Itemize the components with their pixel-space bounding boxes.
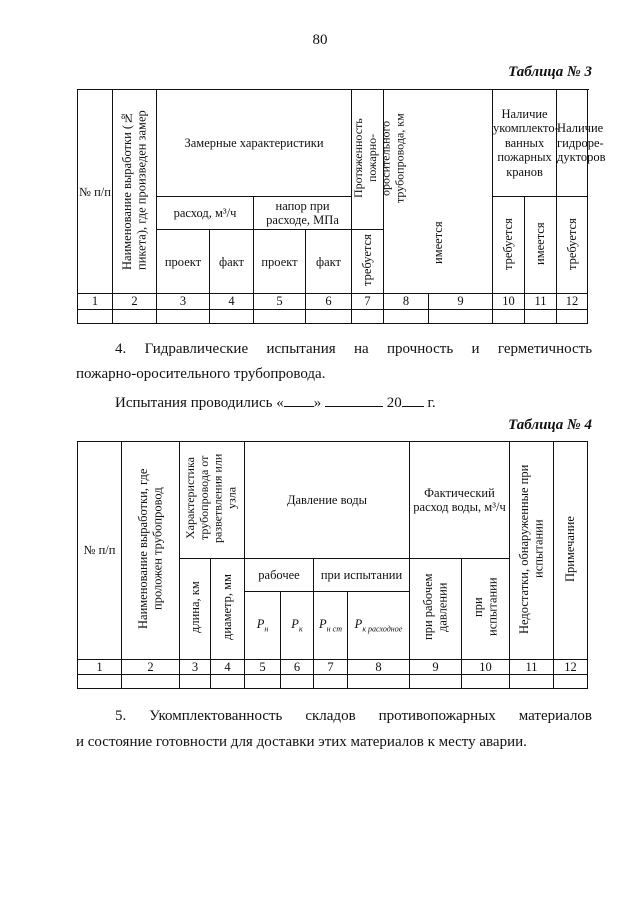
t3-header-fact-2: факт — [306, 230, 352, 294]
page-number: 80 — [312, 32, 328, 48]
t4-col-number: 10 — [462, 660, 510, 675]
t3-header-have-length: имеется — [384, 197, 493, 294]
t4-header-length: длина, км — [180, 559, 211, 660]
table3 — [77, 89, 606, 324]
t4-col-number: 4 — [211, 660, 245, 675]
t4-col-number: 8 — [348, 660, 410, 675]
t3-col-number: 7 — [352, 294, 384, 309]
t4-header-flow-working: при рабочем давлении — [410, 559, 462, 660]
t4-header-pressure: Давление воды — [245, 442, 410, 559]
t4-col-number: 7 — [314, 660, 348, 675]
t3-header-cranes-have: имеется — [525, 197, 557, 294]
t4-header-pk: $P_к$ — [281, 592, 314, 660]
section5-line1: 5. Укомплектованность складов противопожарных материалов — [115, 708, 593, 724]
t4-header-pn: $P_н$ — [245, 592, 281, 660]
t4-col-number: 12 — [554, 660, 588, 675]
t3-col-number: 1 — [78, 294, 113, 309]
t3-col-number: 8 — [384, 294, 429, 309]
t4-col-number: 1 — [78, 660, 122, 675]
t3-header-length-req: требуется — [352, 230, 384, 294]
t4-header-name: Наименование выработки, где проложен трубопровод — [122, 442, 180, 660]
t4-header-char: Характеристика трубопровода от разветвления или узла — [180, 442, 245, 559]
section4-line2: пожарно-оросительного трубопровода. — [76, 366, 326, 382]
t4-col-number: 3 — [180, 660, 211, 675]
table3-caption: Таблица № 3 — [508, 64, 592, 80]
t3-header-reducers-req: требуется — [557, 197, 588, 294]
t4-header-testing: при испытании — [314, 559, 410, 592]
t3-header-project-2: проект — [254, 230, 306, 294]
t3-number-row — [78, 294, 588, 309]
t3-header-num: № п/п — [78, 90, 113, 294]
t3-header-cranes-req: требуется — [493, 197, 525, 294]
t3-col-number: 11 — [525, 294, 557, 309]
t3-header-flow: расход, м³/ч — [157, 197, 254, 230]
t3-col-number: 6 — [306, 294, 352, 309]
t4-header-flow: Фактический расход воды, м³/ч — [410, 442, 510, 559]
t4-header-defects: Недостатки, обнаруженные при испытании — [510, 442, 554, 660]
t3-col-number: 9 — [429, 294, 493, 309]
test-year-blank — [402, 392, 424, 407]
t4-header-num: № п/п — [78, 442, 122, 660]
t3-col-number: 3 — [157, 294, 210, 309]
t4-col-number: 5 — [245, 660, 281, 675]
t3-header-name: Наименование выработки (№ пикета), где произведен замер — [113, 90, 157, 294]
t4-header-flow-testing: при испытании — [462, 559, 510, 660]
t4-empty-row — [78, 675, 588, 689]
t4-header-working: рабочее — [245, 559, 314, 592]
t3-col-number: 12 — [557, 294, 588, 309]
section5-line2: и состояние готовности для доставки этих материалов к месту аварии. — [76, 734, 527, 750]
t3-header-cranes: Наличие укомплекто-ванных пожарных кранов — [493, 90, 557, 197]
t3-header-head: напор при расходе, МПа — [254, 197, 352, 230]
t3-header-fact-1: факт — [210, 230, 254, 294]
table4 — [77, 441, 588, 689]
t4-header-pkrash: $P_{к расходное}$ — [348, 592, 410, 660]
t4-col-number: 11 — [510, 660, 554, 675]
t4-number-row — [78, 660, 588, 675]
t4-col-number: 9 — [410, 660, 462, 675]
t4-header-diameter: диаметр, мм — [211, 559, 245, 660]
t3-header-length: Протяженность пожарно-оросительного трубопровода, км — [352, 90, 384, 230]
t4-col-number: 6 — [281, 660, 314, 675]
t3-col-number: 2 — [113, 294, 157, 309]
t3-col-number: 5 — [254, 294, 306, 309]
t3-header-project-1: проект — [157, 230, 210, 294]
t3-header-reducers: Наличие гидроре-дукторов — [557, 90, 588, 197]
t4-col-number: 2 — [122, 660, 180, 675]
t3-col-number: 10 — [493, 294, 525, 309]
t3-col-number: 4 — [210, 294, 254, 309]
t3-header-measured: Замерные характеристики — [157, 90, 352, 197]
section4-line1: 4. Гидравлические испытания на прочность и герметичность — [115, 341, 593, 357]
t3-empty-row — [78, 309, 588, 323]
test-month-blank — [325, 392, 383, 407]
t4-header-pnst: $P_{н ст}$ — [314, 592, 348, 660]
table4-caption: Таблица № 4 — [508, 417, 592, 433]
t4-header-note: Примечание — [554, 442, 588, 660]
test-day-blank — [284, 392, 314, 407]
test-dates: Испытания проводились « » 20 г. — [115, 392, 436, 413]
